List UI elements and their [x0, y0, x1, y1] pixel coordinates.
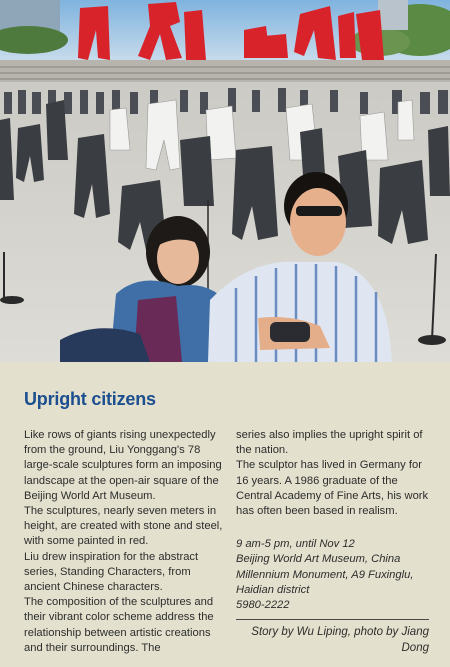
headline: Upright citizens — [24, 389, 156, 409]
body-paragraph: Like rows of giants rising unexpectedly from the ground, Liu Yonggang's 78 large-scale sculptures form an imposing landscape at the open-air square of the Beijing World Art Museum. — [24, 429, 222, 502]
body-paragraph: The composition of the sculptures and their vibrant color scheme address the relationship between artistic creations and their surroundings. The — [24, 596, 214, 654]
credit-divider — [236, 619, 429, 620]
body-paragraph: Liu drew inspiration for the abstract series, Standing Characters, from ancient Chinese characters. — [24, 550, 199, 594]
body-column-left — [24, 428, 224, 656]
body-paragraph: series also implies the upright spirit of the nation. — [236, 429, 423, 457]
photo-credit: Story by Wu Liping, photo by Jiang Dong — [251, 626, 429, 654]
event-venue: Beijing World Art Museum, China Millennium Monument, A9 Fuxinglu, Haidian district — [236, 553, 414, 596]
body-paragraph: The sculptor has lived in Germany for 16 years. A 1986 graduate of the Central Academy of Fine Arts, his work has often been based in realism. — [236, 459, 429, 518]
event-phone: 5980-2222 — [236, 599, 290, 612]
event-hours: 9 am-5 pm, until Nov 12 — [236, 538, 355, 551]
body-column-right — [236, 428, 436, 613]
body-paragraph: The sculptures, nearly seven meters in height, are created with stone and steel, with some painted in red. — [24, 505, 223, 548]
